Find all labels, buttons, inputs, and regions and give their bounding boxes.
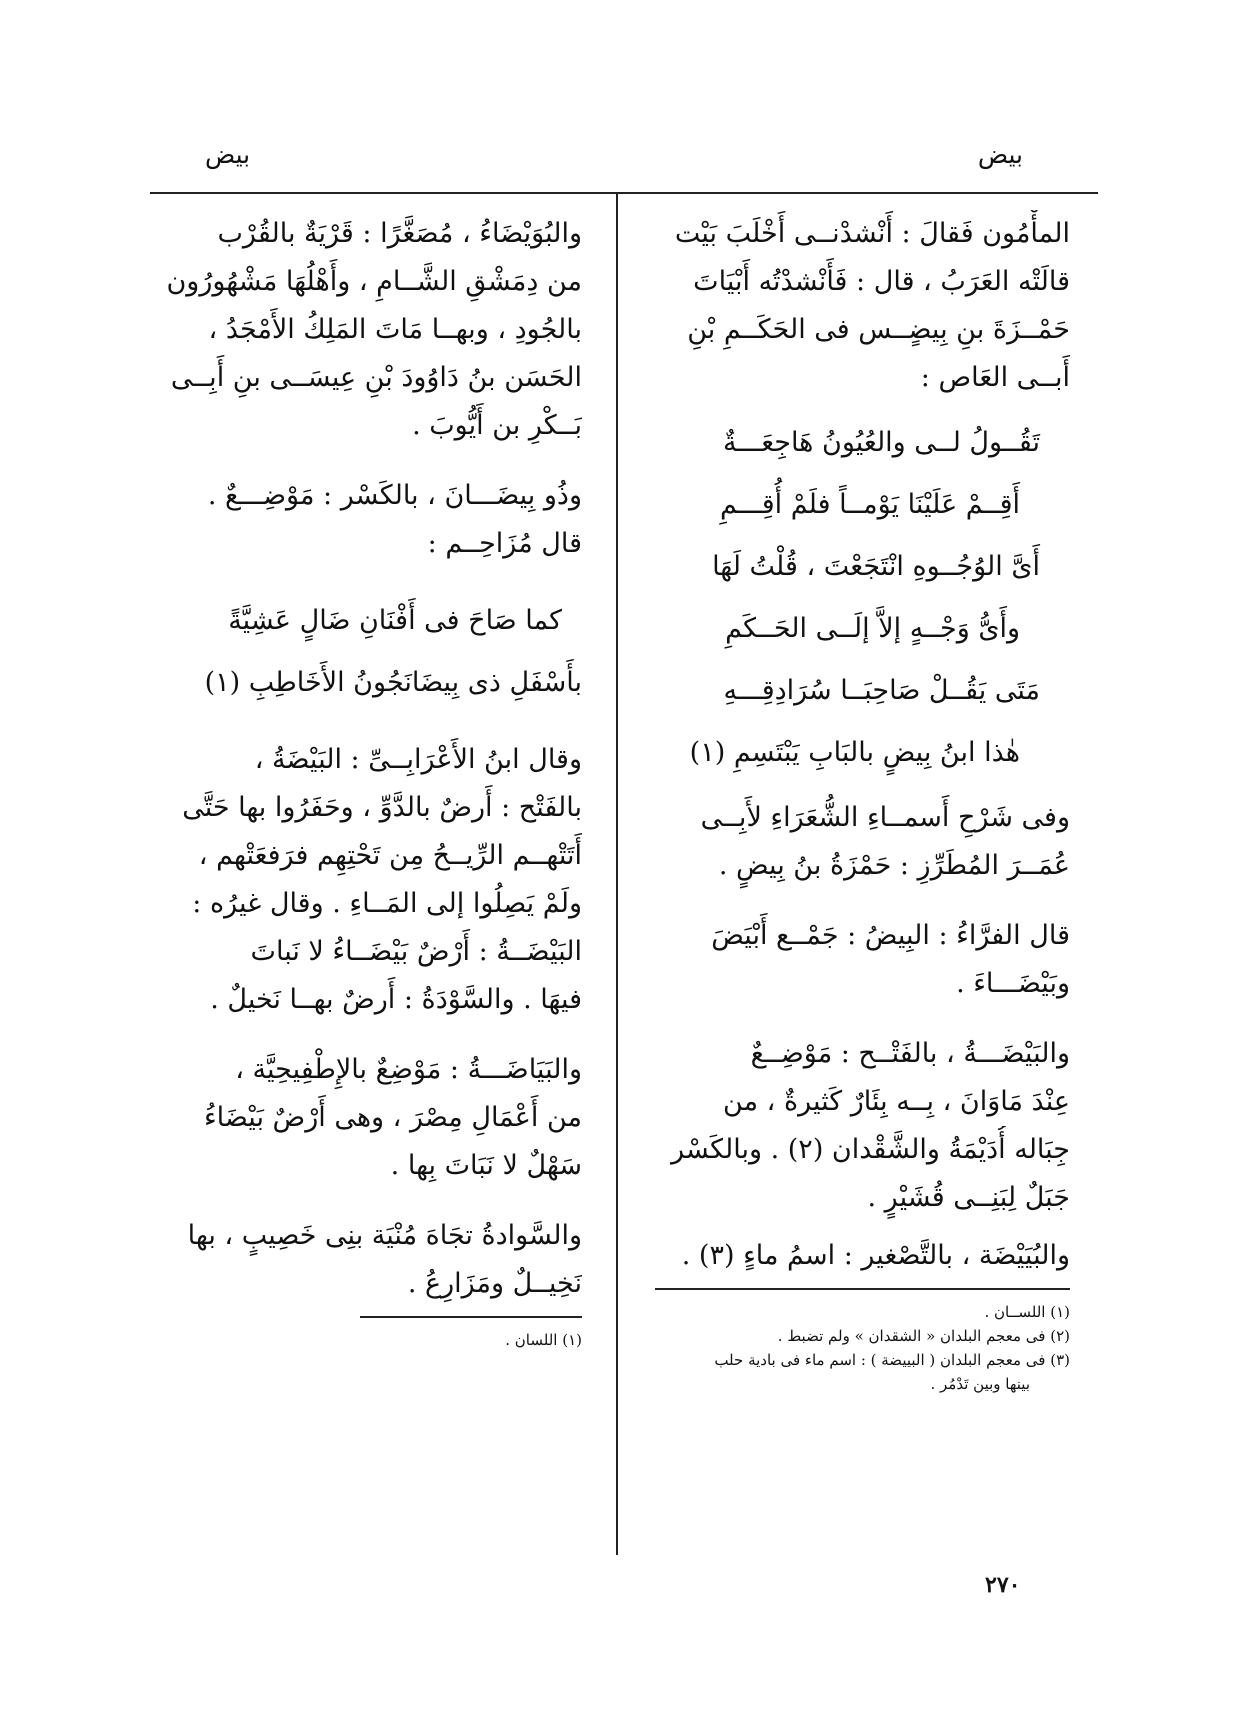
text-line: عُمَــرَ المُطَرِّزِ : حَمْزَةُ بنُ بِيضٍ . [718, 850, 1070, 881]
text-line: حَمْــزَةَ بنِ بِيضٍــس فى الحَكَــمِ بْنِ [687, 314, 1070, 345]
verse-line: تَقُــولُ لــى والعُيُونُ هَاجِعَـــةٌ [723, 427, 1040, 458]
text-line: والبُوَيْضَاءُ ، مُصَغَّرًا : قَرْيَةٌ بالقُرْب [217, 218, 582, 249]
verse-line: وأَىُّ وَجْــهٍ إلاَّ إلَــى الحَــكَمِ [725, 613, 1020, 644]
text-line: بَــكْرِ بن أَيُّوبَ . [412, 410, 582, 441]
verse-line: أَقِــمْ عَلَيْنَا يَوْمــاً فلَمْ أُقِـــمِ [720, 489, 1020, 520]
text-line: وقال ابنُ الأَعْرَابِــىِّ : البَيْضَةُ ، [254, 744, 582, 775]
text-line: فيهَا . والسَّوْدَةُ : أَرضٌ بهــا نَخيلٌ . [210, 984, 582, 1015]
text-line: قال الفرَّاءُ : البِيضُ : جَمْــع أَبْيَضَ [711, 920, 1070, 951]
text-line: أَتَتْهــم الرِّيــحُ مِن تَحْتِهِم فرَفعَتْهم ، [198, 840, 582, 871]
text-line: البَيْضَــةُ : أَرْضٌ بَيْضَــاءُ لا نَباتَ [250, 936, 582, 967]
footnote: (١) اللسان . [505, 1331, 582, 1349]
footnote: (٣) فى معجم البلدان ( البييضة ) : اسم ماء فى بادية حلب [714, 1351, 1070, 1369]
verse-line: مَتَى يَقُــلْ صَاحِبَــا سُرَادِقِـــهِ [723, 675, 1040, 706]
text-line: من أَعْمَالِ مِصْرَ ، وهى أَرْضٌ بَيْضَاءُ [203, 1102, 582, 1133]
text-line: سَهْلٌ لا نَبَاتَ بِها . [390, 1150, 582, 1181]
footnote: بينها وبين تَدْمُر . [930, 1375, 1030, 1393]
text-line: والسَّوادةُ تجَاهَ مُنْيَة بنِى خَصِيبٍ ، بها [187, 1220, 582, 1251]
text-line: قال مُزَاحِــم : [427, 528, 582, 559]
header-rule [150, 192, 1098, 194]
footnote-rule [360, 1316, 582, 1318]
right-column [655, 210, 1070, 1396]
text-line: والبَيَاضَـــةُ : مَوْضِعٌ بالإِطْفِيحِيَّة ، [235, 1054, 582, 1085]
text-line: قالَتْه العَرَبُ ، قال : فَأَنْشدْتُه أَبْيَاتَ [693, 266, 1070, 297]
text-line: والبَيْضَـــةُ ، بالفَتْــح : مَوْضِــعٌ [750, 1038, 1070, 1069]
text-line: والبُيَيْضَة ، بالتَّصْغير : اسمُ ماءٍ (٣) . [681, 1240, 1070, 1271]
text-line: أَبــى العَاص : [920, 362, 1070, 393]
footnote: (١) اللســان . [984, 1303, 1070, 1321]
text-line: ولَمْ يَصِلُوا إلى المَــاءِ . وقال غيرُه : [192, 888, 582, 919]
text-line: الحَسَن بنُ دَاوُودَ بْنِ عِيسَــى بنِ أَبِــى [170, 362, 582, 393]
footnote-rule [655, 1288, 1070, 1290]
text-line: المأْمُون فَقالَ : أَنْشدْنــى أَخْلَبَ بَيْت [674, 218, 1070, 249]
text-line: جَبَلٌ لِبَنِــى قُشَيْرٍ . [867, 1182, 1070, 1213]
text-line: وذُو بِيضَـــانَ ، بالكَسْر : مَوْضِـــعٌ . [207, 480, 582, 511]
text-line: جِبَاله أُدَيْمَةُ والشَّقْدان (٢) . وبالكَسْر [671, 1134, 1070, 1165]
verse-line: أَىَّ الوُجُــوهِ انْتَجَعْتَ ، قُلْتُ لَهَا [712, 551, 1040, 582]
text-line: بالجُودِ ، وبهــا مَاتَ المَلِكُ الأَمْجَدُ ، [208, 314, 582, 345]
running-head-left: بيض [205, 140, 251, 169]
column-divider [616, 192, 618, 1555]
running-head-right: بيض [977, 140, 1023, 169]
text-line: وبَيْضَـــاءَ . [956, 968, 1070, 999]
footnote: (٢) فى معجم البلدان « الشقدان » ولم تضبط . [777, 1327, 1070, 1345]
verse-line: هٰذا ابنُ بِيضٍ بالبَابِ يَبْتَسِمِ (١) [689, 737, 1020, 768]
text-line: عِنْدَ مَاوَانَ ، بِــه بِئَارٌ كَثيرةٌ ، من [723, 1086, 1070, 1117]
verse-line: بأَسْفَلِ ذى بِيضَانَجُونُ الأَخَاطِبِ (١) [204, 667, 582, 698]
verse-line: كما صَاحَ فى أَفْنَانِ ضَالٍ عَشِيَّةً [228, 605, 562, 636]
text-line: نَخِيــلٌ ومَزَارِعُ . [407, 1268, 582, 1299]
text-line: من دِمَشْقِ الشَّــامِ ، وأَهْلُهَا مَشْهُورُون [166, 266, 582, 297]
left-column [150, 210, 582, 1352]
text-line: وفى شَرْحِ أَسمــاءِ الشُّعَرَاءِ لأَبِــى [700, 802, 1070, 833]
page-number: ٢٧٠ [985, 1572, 1021, 1598]
text-line: بالفَتْح : أَرضٌ بالدَّوِّ ، وحَفَرُوا بها حَتَّى [182, 792, 582, 823]
